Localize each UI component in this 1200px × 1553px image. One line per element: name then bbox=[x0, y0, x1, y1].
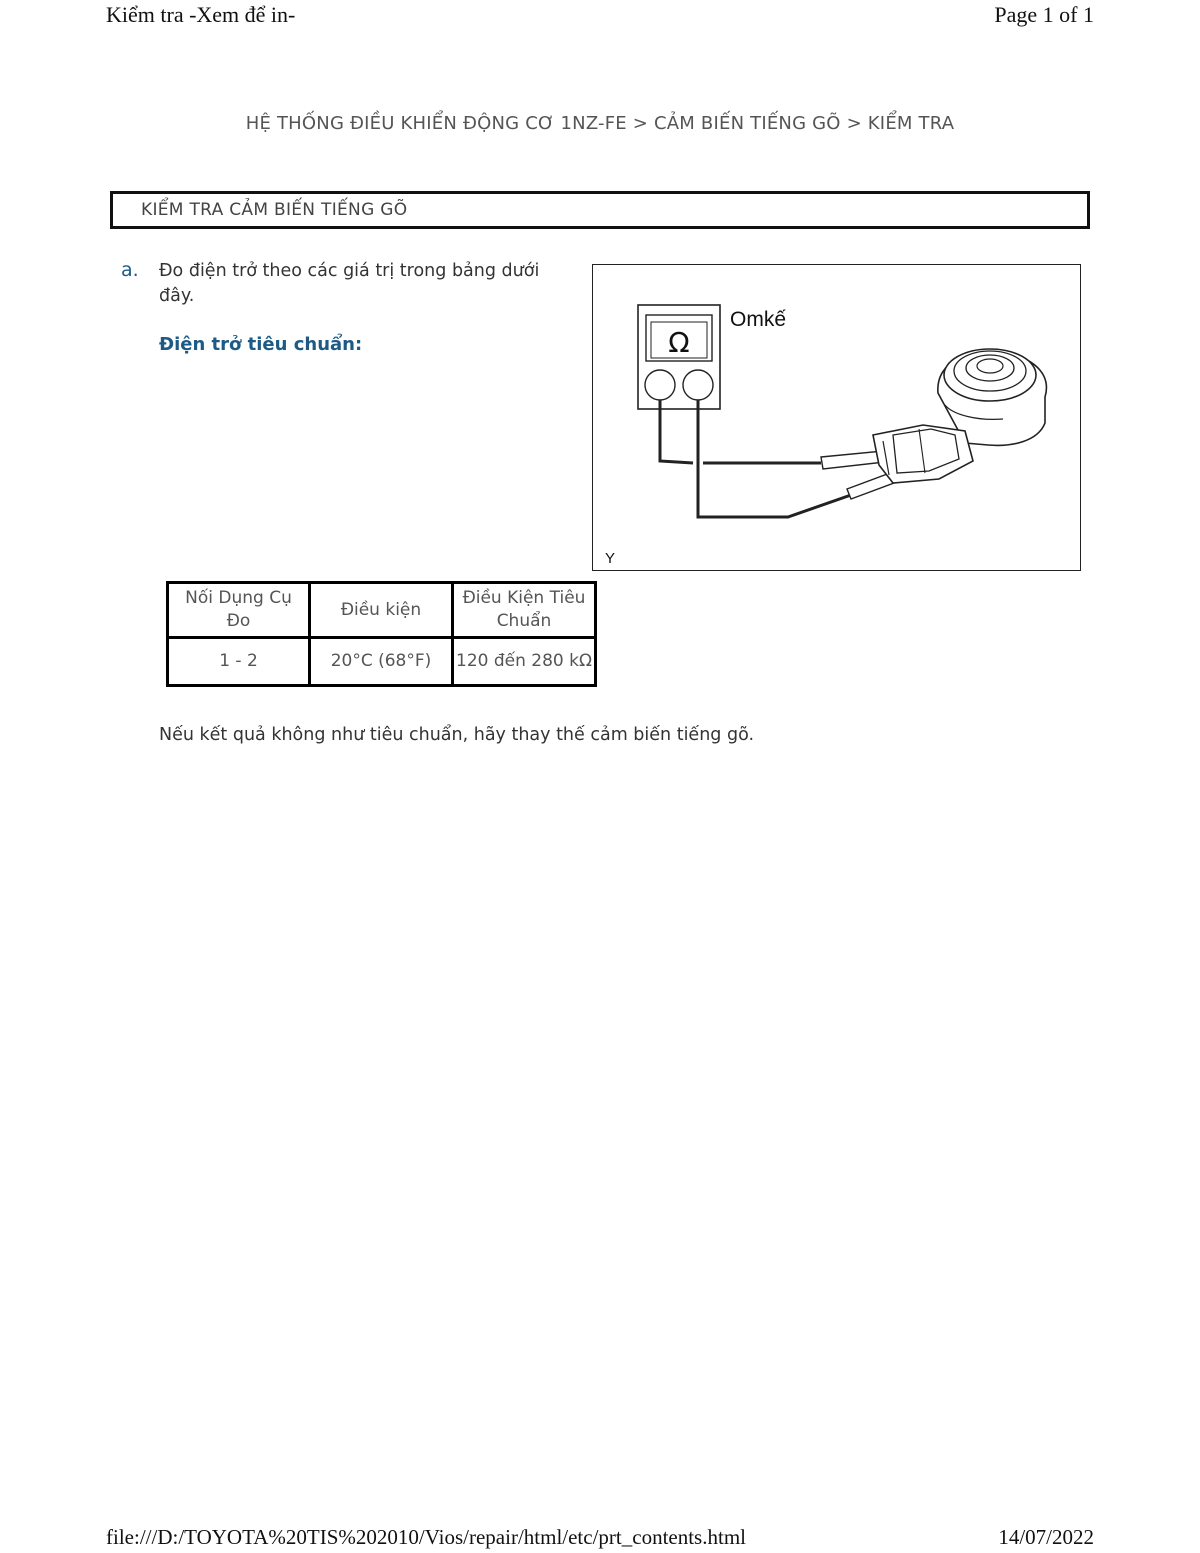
table-header-row bbox=[168, 583, 596, 638]
cell-tester-connection: 1 - 2 bbox=[168, 638, 310, 686]
knock-sensor-icon bbox=[873, 349, 1046, 483]
breadcrumb: HỆ THỐNG ĐIỀU KHIỂN ĐỘNG CƠ 1NZ-FE > CẢM BIẾN TIẾNG GÕ > KIỂM TRA bbox=[245, 113, 955, 134]
ohmmeter-icon bbox=[638, 305, 720, 409]
print-header-title: Kiểm tra -Xem để in- bbox=[106, 2, 296, 27]
cell-specified-condition: 120 đến 280 kΩ bbox=[453, 638, 596, 686]
header-cell-tester-connection: Nối Dụng Cụ Đo bbox=[168, 583, 310, 638]
ohmmeter-diagram bbox=[592, 264, 1081, 571]
print-footer-url: file:///D:/TOYOTA%20TIS%202010/Vios/repair/html/etc/prt_contents.html bbox=[106, 1525, 746, 1549]
ohmmeter-label: Omkế bbox=[730, 308, 787, 331]
table-row bbox=[168, 638, 596, 686]
step-marker: a. bbox=[121, 259, 139, 281]
standard-resistance-label: Điện trở tiêu chuẩn: bbox=[159, 334, 363, 355]
ohm-symbol: Ω bbox=[668, 326, 690, 359]
figure-corner-label: Y bbox=[605, 550, 616, 567]
step-instruction: Đo điện trở theo các giá trị trong bảng dưới đây. bbox=[159, 261, 540, 306]
header-cell-specified-condition: Điều Kiện Tiêu Chuẩn bbox=[453, 583, 596, 638]
replacement-note: Nếu kết quả không như tiêu chuẩn, hãy thay thế cảm biến tiếng gõ. bbox=[159, 725, 755, 745]
print-footer-date: 14/07/2022 bbox=[998, 1525, 1094, 1549]
page-number: Page 1 of 1 bbox=[994, 2, 1094, 27]
cell-condition: 20°C (68°F) bbox=[310, 638, 453, 686]
section-header-box bbox=[110, 191, 1090, 229]
header-cell-condition: Điều kiện bbox=[310, 583, 453, 638]
section-title: KIỂM TRA CẢM BIẾN TIẾNG GÕ bbox=[141, 200, 408, 220]
resistance-spec-table bbox=[166, 581, 597, 687]
